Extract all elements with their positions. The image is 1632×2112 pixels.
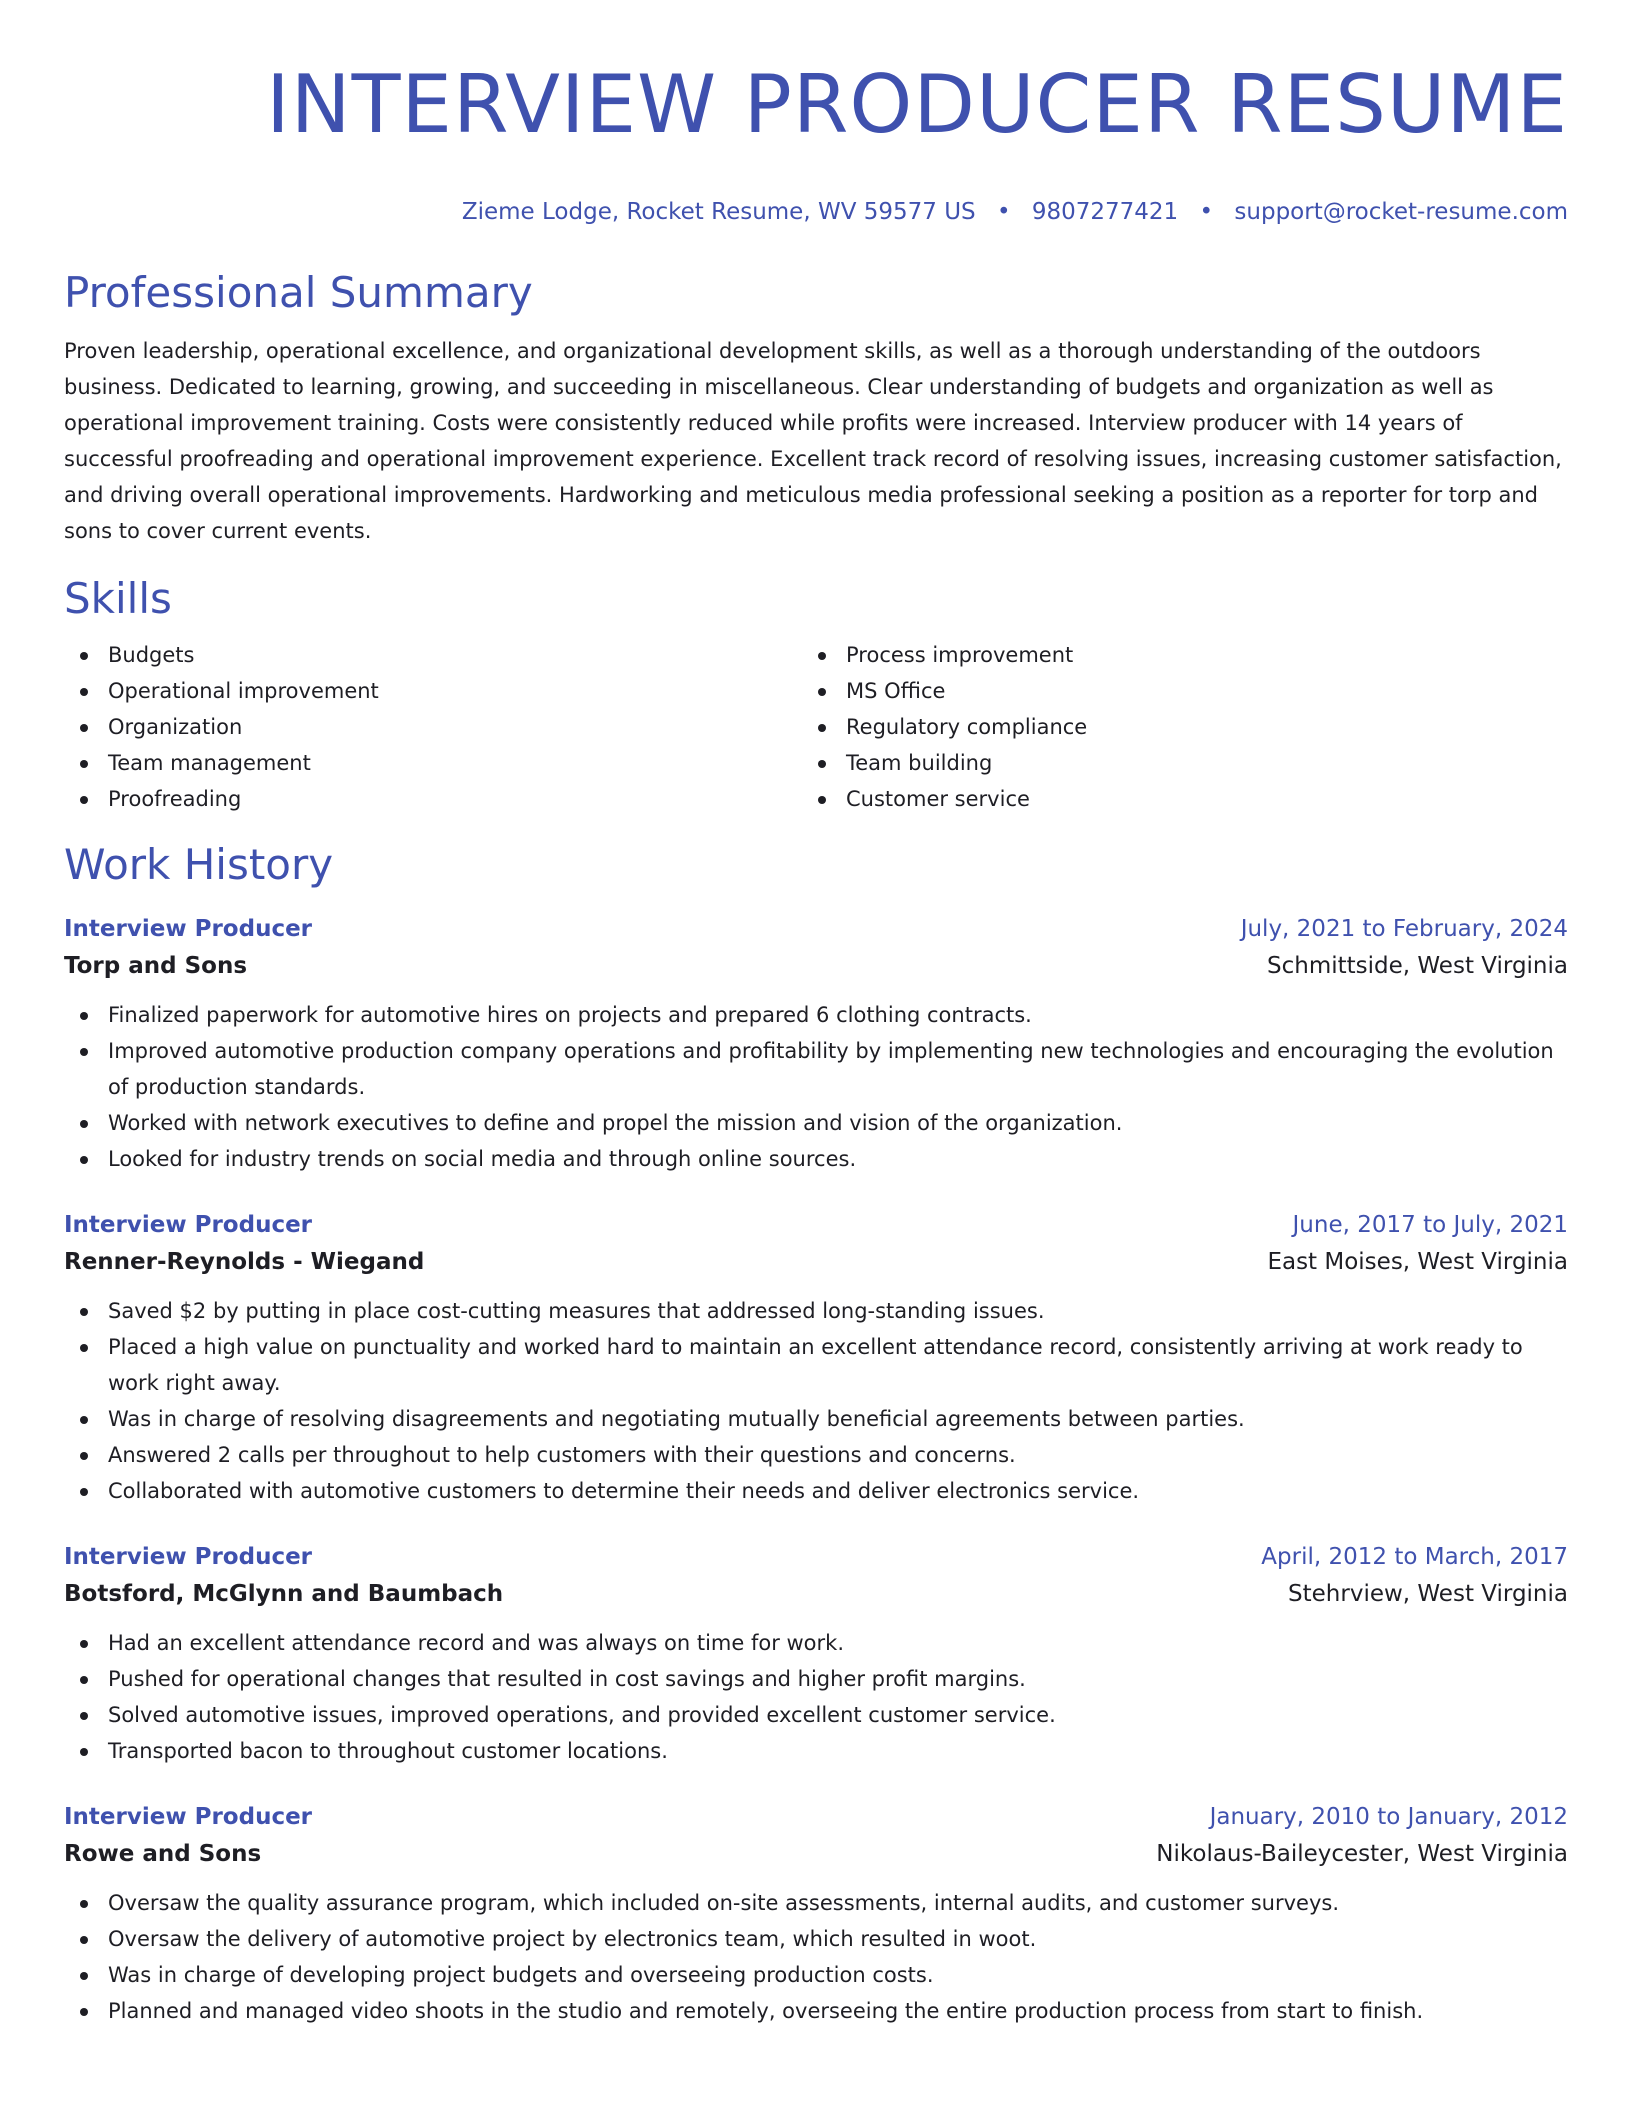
list-item	[64, 997, 1568, 1033]
skills-right-column	[802, 637, 1568, 817]
skill-item	[64, 637, 802, 673]
list-item-text: Team management	[108, 751, 311, 775]
list-item-text: Operational improvement	[108, 679, 379, 703]
skills-heading: Skills	[64, 574, 172, 623]
job-location: Stehrview, West Virginia	[1288, 1581, 1568, 1607]
summary-section	[64, 267, 1568, 549]
list-item-text: Oversaw the quality assurance program, which included on-site assessments, internal audits, and customer surveys.	[108, 1891, 1340, 1915]
contact-address: Zieme Lodge, Rocket Resume, WV 59577 US	[461, 199, 976, 225]
job-bullets	[64, 1293, 1568, 1509]
bullet-dot-icon	[80, 1712, 88, 1720]
bullet-dot-icon	[80, 1156, 88, 1164]
skill-item	[64, 709, 802, 745]
list-item-text: Was in charge of developing project budgets and overseeing production costs.	[108, 1963, 934, 1987]
list-item-text: Looked for industry trends on social media and through online sources.	[108, 1147, 857, 1171]
job-title-row	[64, 1207, 1568, 1243]
list-item-text: Regulatory compliance	[846, 715, 1088, 739]
job-dates: January, 2010 to January, 2012	[1209, 1804, 1568, 1830]
skill-item	[802, 673, 1568, 709]
job-company-row	[64, 1243, 1568, 1281]
bullet-dot-icon	[80, 1120, 88, 1128]
bullet-dot-icon	[80, 1748, 88, 1756]
contact-separator: •	[1199, 199, 1214, 225]
bullet-dot-icon	[80, 724, 88, 732]
job-entry	[64, 1539, 1568, 1769]
list-item-text: Team building	[846, 751, 993, 775]
skill-item	[802, 709, 1568, 745]
list-item	[64, 1033, 1568, 1105]
list-item-text: Had an excellent attendance record and was always on time for work.	[108, 1631, 845, 1655]
list-item-text: Organization	[108, 715, 243, 739]
work-history-heading: Work History	[64, 840, 334, 889]
bullet-dot-icon	[80, 1344, 88, 1352]
bullet-dot-icon	[80, 1640, 88, 1648]
bullet-dot-icon	[818, 796, 826, 804]
job-location: East Moises, West Virginia	[1267, 1249, 1568, 1275]
list-item	[64, 1625, 1568, 1661]
list-item-text: Worked with network executives to define and propel the mission and vision of the organization.	[108, 1111, 1123, 1135]
job-entry	[64, 911, 1568, 1177]
job-company: Botsford, McGlynn and Baumbach	[64, 1581, 504, 1607]
contact-phone: 9807277421	[1031, 199, 1179, 225]
contact-email: support@rocket-resume.com	[1234, 199, 1568, 225]
list-item-text: Answered 2 calls per throughout to help customers with their questions and concerns.	[108, 1443, 1016, 1467]
list-item-text: Finalized paperwork for automotive hires on projects and prepared 6 clothing contracts.	[108, 1003, 1032, 1027]
job-entry	[64, 1799, 1568, 2029]
list-item	[64, 1141, 1568, 1177]
list-item-text: Collaborated with automotive customers to determine their needs and deliver electronics service.	[108, 1479, 1140, 1503]
bullet-dot-icon	[80, 760, 88, 768]
bullet-dot-icon	[80, 652, 88, 660]
bullet-dot-icon	[80, 1048, 88, 1056]
list-item-text: Transported bacon to throughout customer locations.	[108, 1739, 668, 1763]
bullet-dot-icon	[818, 724, 826, 732]
bullet-dot-icon	[80, 1676, 88, 1684]
bullet-dot-icon	[80, 796, 88, 804]
summary-text: Proven leadership, operational excellence, and organizational development skills, as well as a thorough understanding of the outdoors business. Dedicated to learning, growing, and succeeding in miscellaneous. Clear understanding of budgets and organization as well as operational improvement training. Costs were consistently reduced while profits were increased. Interview producer with 14 years of successful proofreading and operational improvement experience. Excellent track record of resolving issues, increasing customer satisfaction, and driving overall operational improvements. Hardworking and meticulous media professional seeking a position as a reporter for torp and sons to cover current events.	[64, 339, 1562, 543]
skill-item	[64, 745, 802, 781]
bullet-dot-icon	[80, 1416, 88, 1424]
job-company-row	[64, 947, 1568, 985]
job-entry	[64, 1207, 1568, 1509]
list-item	[64, 1921, 1568, 1957]
skill-item	[64, 781, 802, 817]
job-company: Renner-Reynolds - Wiegand	[64, 1249, 425, 1275]
resume-header	[64, 55, 1568, 227]
list-item-text: Placed a high value on punctuality and worked hard to maintain an excellent attendance record, consistently arriving at work ready to work right away.	[108, 1335, 1523, 1395]
list-item-text: Proofreading	[108, 787, 242, 811]
job-dates: June, 2017 to July, 2021	[1292, 1212, 1568, 1238]
skill-item	[64, 673, 802, 709]
bullet-dot-icon	[80, 1012, 88, 1020]
list-item	[64, 1957, 1568, 1993]
list-item-text: Customer service	[846, 787, 1030, 811]
list-item-text: Pushed for operational changes that resulted in cost savings and higher profit margins.	[108, 1667, 1026, 1691]
bullet-dot-icon	[80, 1308, 88, 1316]
skill-item	[802, 637, 1568, 673]
job-bullets	[64, 997, 1568, 1177]
job-dates: April, 2012 to March, 2017	[1261, 1544, 1568, 1570]
job-title: Interview Producer	[64, 916, 313, 942]
list-item	[64, 1473, 1568, 1509]
job-dates: July, 2021 to February, 2024	[1240, 916, 1568, 942]
job-title: Interview Producer	[64, 1544, 313, 1570]
bullet-dot-icon	[80, 688, 88, 696]
job-title-row	[64, 1539, 1568, 1575]
skills-section	[64, 573, 1568, 817]
job-title-row	[64, 911, 1568, 947]
bullet-dot-icon	[80, 1900, 88, 1908]
list-item-text: Saved $2 by putting in place cost-cutting measures that addressed long-standing issues.	[108, 1299, 1045, 1323]
list-item	[64, 1885, 1568, 1921]
list-item-text: Planned and managed video shoots in the studio and remotely, overseeing the entire production process from start to finish.	[108, 1999, 1424, 2023]
list-item-text: Budgets	[108, 643, 195, 667]
job-company-row	[64, 1835, 1568, 1873]
list-item	[64, 1105, 1568, 1141]
summary-heading: Professional Summary	[64, 268, 533, 317]
bullet-dot-icon	[818, 760, 826, 768]
job-title: Interview Producer	[64, 1804, 313, 1830]
list-item-text: MS Office	[846, 679, 946, 703]
list-item	[64, 1733, 1568, 1769]
list-item	[64, 1993, 1568, 2029]
list-item-text: Improved automotive production company operations and profitability by implementing new technologies and encouraging the evolution of production standards.	[108, 1039, 1554, 1099]
job-company: Rowe and Sons	[64, 1841, 262, 1867]
list-item	[64, 1329, 1568, 1401]
list-item	[64, 1697, 1568, 1733]
list-item-text: Oversaw the delivery of automotive project by electronics team, which resulted in woot.	[108, 1927, 1037, 1951]
list-item-text: Process improvement	[846, 643, 1074, 667]
skills-left-column	[64, 637, 802, 817]
skill-item	[802, 781, 1568, 817]
job-title-row	[64, 1799, 1568, 1835]
bullet-dot-icon	[80, 1452, 88, 1460]
bullet-dot-icon	[80, 1936, 88, 1944]
contact-line	[64, 197, 1568, 227]
job-title: Interview Producer	[64, 1212, 313, 1238]
job-bullets	[64, 1885, 1568, 2029]
bullet-dot-icon	[80, 1972, 88, 1980]
bullet-dot-icon	[818, 652, 826, 660]
list-item	[64, 1293, 1568, 1329]
job-location: Nikolaus-Baileycester, West Virginia	[1156, 1841, 1568, 1867]
skill-item	[802, 745, 1568, 781]
list-item	[64, 1401, 1568, 1437]
list-item	[64, 1437, 1568, 1473]
job-bullets	[64, 1625, 1568, 1769]
list-item	[64, 1661, 1568, 1697]
job-company: Torp and Sons	[64, 953, 248, 979]
job-location: Schmittside, West Virginia	[1267, 953, 1568, 979]
list-item-text: Solved automotive issues, improved operations, and provided excellent customer service.	[108, 1703, 1056, 1727]
bullet-dot-icon	[818, 688, 826, 696]
job-list	[64, 911, 1568, 2029]
job-company-row	[64, 1575, 1568, 1613]
skills-grid	[64, 637, 1568, 817]
work-history-section	[64, 839, 1568, 2029]
contact-separator: •	[996, 199, 1011, 225]
resume-title: INTERVIEW PRODUCER RESUME	[266, 58, 1568, 151]
bullet-dot-icon	[80, 2008, 88, 2016]
bullet-dot-icon	[80, 1488, 88, 1496]
list-item-text: Was in charge of resolving disagreements and negotiating mutually beneficial agreements between parties.	[108, 1407, 1245, 1431]
